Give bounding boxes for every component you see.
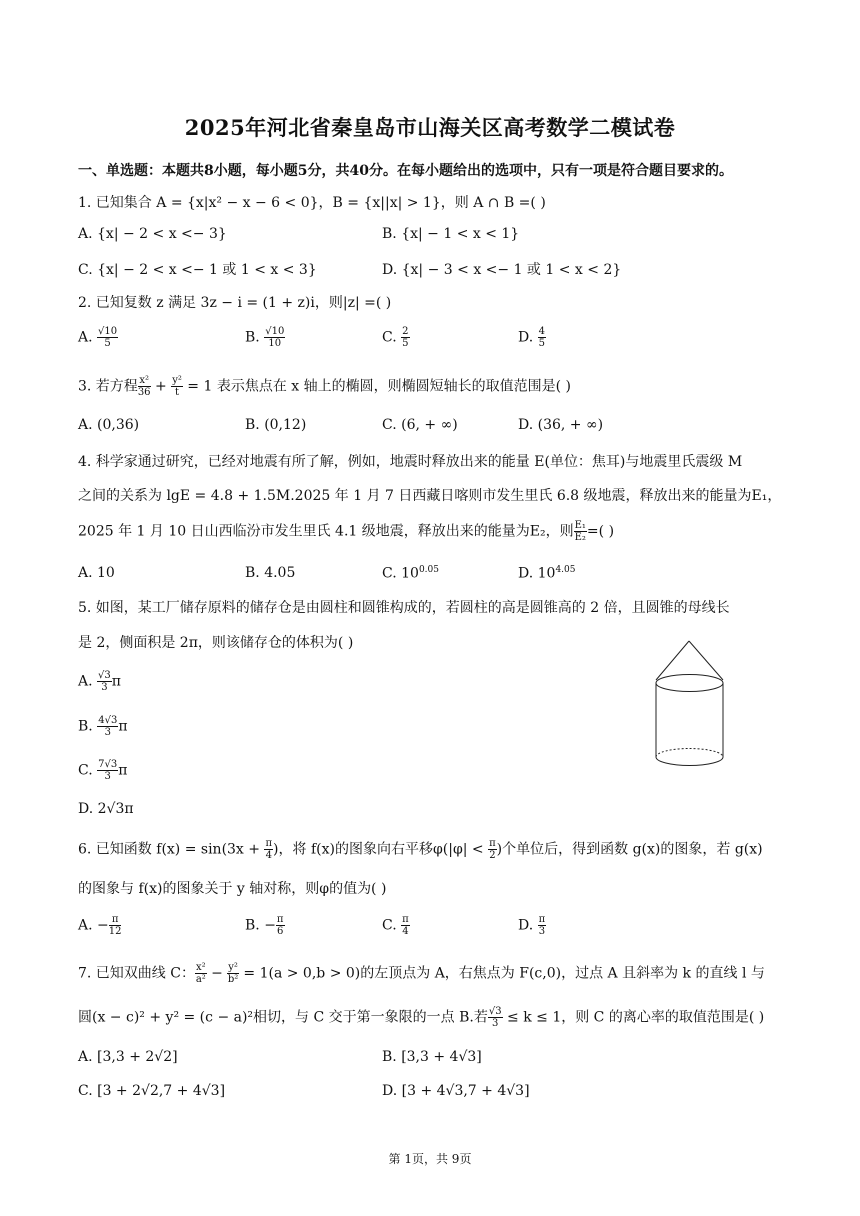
option-letter: C. <box>382 329 402 346</box>
denominator: 3 <box>101 682 108 693</box>
q1-option-a[interactable]: A. {x| − 2 < x <− 3} <box>78 226 227 242</box>
denominator: 3 <box>104 727 111 738</box>
q3-stem <box>78 375 571 398</box>
denominator: 4 <box>265 850 272 861</box>
q6-option-b[interactable] <box>245 914 285 937</box>
q3-option-a[interactable]: A. (0,36) <box>78 417 140 433</box>
numerator: 4√3 <box>98 715 118 726</box>
numerator: π <box>109 914 122 926</box>
q1-stem: 1. 已知集合 A = {x|x² − x − 6 < 0}，B = {x||x| > 1}，则 A ∩ B =( ) <box>78 195 546 211</box>
option-text: D. 10 <box>518 565 556 582</box>
denominator: 3 <box>104 771 111 782</box>
q4-line-2: 之间的关系为 lgE = 4.8 + 1.5M.2025 年 1 月 7 日西藏日喀则市发生里氏 6.8 级地震，释放出来的能量为E₁， <box>78 488 782 504</box>
q2-stem: 2. 已知复数 z 满足 3z − i = (1 + z)i，则|z| =( ) <box>78 295 392 311</box>
stem-text: 6. 已知函数 f(x) = sin(3x + <box>78 841 265 858</box>
numerator: √10 <box>265 326 285 337</box>
q4-option-c[interactable] <box>382 565 439 582</box>
stem-text: =( ) <box>586 523 615 540</box>
pi-symbol: π <box>118 762 128 779</box>
denominator: 12 <box>108 926 122 937</box>
operator: − <box>206 965 228 982</box>
exponent: 0.05 <box>418 565 439 575</box>
fraction <box>538 914 547 937</box>
fraction <box>109 914 122 937</box>
cone-cylinder-figure <box>652 640 732 775</box>
numerator: π <box>276 914 284 925</box>
section-heading: 一、单选题：本题共8小题，每小题5分，共40分。在每小题给出的选项中，只有一项是符合题目要求的。 <box>78 163 733 179</box>
q4-option-d[interactable] <box>518 565 576 582</box>
numerator: y² <box>172 375 182 386</box>
page-footer: 第 1页，共 9页 <box>388 1152 472 1166</box>
q6-option-c[interactable] <box>382 914 410 937</box>
denominator: 3 <box>538 926 546 937</box>
fraction <box>401 914 410 937</box>
q7-option-c[interactable]: C. [3 + 2√2,7 + 4√3] <box>78 1083 226 1099</box>
fraction <box>171 375 183 398</box>
q4-option-b[interactable]: B. 4.05 <box>245 565 296 581</box>
option-letter: A. <box>78 329 98 346</box>
q6-line-2: 的图象与 f(x)的图象关于 y 轴对称，则φ的值为( ) <box>78 881 387 897</box>
option-letter: B. <box>245 329 265 346</box>
page-title: 2025年河北省秦皇岛市山海关区高考数学二模试卷 <box>184 115 676 140</box>
q2-option-b[interactable] <box>245 326 285 349</box>
stem-text: 7. 已知双曲线 C： <box>78 965 195 982</box>
stem-text: 圆(x − c)² + y² = (c − a)²相切，与 C 交于第一象限的一点 B.若 <box>78 1009 488 1026</box>
pi-symbol: π <box>111 673 121 690</box>
option-letter: A. − <box>78 917 109 934</box>
numerator: x² <box>195 962 206 973</box>
q3-option-b[interactable]: B. (0,12) <box>245 417 307 433</box>
q1-option-b[interactable]: B. {x| − 1 < x < 1} <box>382 226 520 242</box>
numerator: √3 <box>488 1006 502 1017</box>
q5-option-d[interactable]: D. 2√3π <box>78 801 134 817</box>
fraction <box>488 838 497 861</box>
cylinder-bottom-front <box>656 757 723 765</box>
stem-text: ≤ k ≤ 1，则 C 的离心率的取值范围是( ) <box>502 1009 765 1026</box>
numerator: √3 <box>98 670 111 681</box>
denominator: 36 <box>137 387 151 398</box>
q5-line-1: 5. 如图，某工厂储存原料的储存仓是由圆柱和圆锥构成的，若圆柱的高是圆锥高的 2 倍，且圆锥的母线长 <box>78 600 730 616</box>
q5-option-c[interactable] <box>78 759 127 782</box>
option-letter: C. <box>382 917 402 934</box>
option-text: C. 10 <box>382 565 419 582</box>
numerator: π <box>265 838 273 849</box>
fraction <box>264 326 285 349</box>
denominator: a² <box>195 974 206 985</box>
q7-option-b[interactable]: B. [3,3 + 4√3] <box>382 1049 482 1065</box>
q4-option-a[interactable]: A. 10 <box>78 565 115 581</box>
q5-line-2: 是 2，侧面积是 2π，则该储存仓的体积为( ) <box>78 635 354 651</box>
numerator: π <box>489 838 496 849</box>
numerator: π <box>402 914 409 925</box>
q3-option-c[interactable]: C. (6, + ∞) <box>382 417 458 433</box>
denominator: 10 <box>268 338 282 349</box>
q2-option-c[interactable] <box>382 326 410 349</box>
stem-text: 3. 若方程 <box>78 378 138 395</box>
denominator: b² <box>227 974 239 985</box>
fraction <box>538 326 546 349</box>
q6-line-1 <box>78 838 763 861</box>
denominator: 5 <box>104 338 111 349</box>
stem-text: )个单位后，得到函数 g(x)的图象，若 g(x) <box>496 841 763 858</box>
option-letter: D. <box>518 917 538 934</box>
denominator: t <box>175 387 180 398</box>
option-letter: B. − <box>245 917 276 934</box>
q4-line-1: 4. 科学家通过研究，已经对地震有所了解，例如，地震时释放出来的能量 E(单位：焦耳)与地震里氏震级 M <box>78 454 743 470</box>
cylinder-bottom-back <box>656 749 723 757</box>
numerator: 4 <box>538 326 546 337</box>
fraction <box>138 375 151 398</box>
exponent: 4.05 <box>555 565 576 575</box>
numerator: x² <box>139 375 149 386</box>
q4-line-3 <box>78 520 614 543</box>
denominator: 5 <box>538 338 546 349</box>
fraction <box>276 914 285 937</box>
numerator: 2 <box>402 326 409 337</box>
q5-option-b[interactable] <box>78 715 128 738</box>
fraction <box>195 962 207 985</box>
q2-option-a[interactable] <box>78 326 118 349</box>
q7-option-a[interactable]: A. [3,3 + 2√2] <box>78 1049 178 1065</box>
stem-text: 2025 年 1 月 10 日山西临汾市发生里氏 4.1 级地震，释放出来的能量为E₂，则 <box>78 523 574 540</box>
q7-option-d[interactable]: D. [3 + 4√3,7 + 4√3] <box>382 1083 530 1099</box>
q5-option-a[interactable] <box>78 670 121 693</box>
numerator: √10 <box>98 326 118 337</box>
cylinder-top-ellipse <box>656 675 723 692</box>
option-letter: D. <box>518 329 538 346</box>
numerator: π <box>538 914 546 925</box>
q2-option-d[interactable] <box>518 326 546 349</box>
q6-option-a[interactable] <box>78 914 121 937</box>
fraction <box>401 326 409 349</box>
numerator: 7√3 <box>98 759 118 770</box>
stem-text: = 1(a > 0,b > 0)的左顶点为 A，右焦点为 F(c,0)，过点 A 且斜率为 k 的直线 l 与 <box>238 965 765 982</box>
q7-line-1 <box>78 962 765 985</box>
fraction <box>97 759 118 782</box>
q1-option-d[interactable]: D. {x| − 3 < x <− 1 或 1 < x < 2} <box>382 262 622 278</box>
fraction <box>574 520 587 543</box>
fraction <box>97 326 118 349</box>
fraction <box>97 715 118 738</box>
fraction <box>488 1006 503 1029</box>
denominator: 4 <box>402 926 409 937</box>
option-letter: B. <box>78 718 98 735</box>
pi-symbol: π <box>118 718 128 735</box>
stem-text: )，将 f(x)的图象向右平移φ(|φ| < <box>273 841 489 858</box>
q1-option-c[interactable]: C. {x| − 2 < x <− 1 或 1 < x < 3} <box>78 262 317 278</box>
fraction <box>264 838 273 861</box>
denominator: E₂ <box>574 532 586 543</box>
denominator: 3 <box>492 1018 499 1029</box>
q6-option-d[interactable] <box>518 914 546 937</box>
operator: + <box>150 378 172 395</box>
numerator: y² <box>228 962 238 973</box>
q7-line-2 <box>78 1006 764 1029</box>
fraction <box>97 670 112 693</box>
denominator: 5 <box>402 338 409 349</box>
fraction <box>227 962 239 985</box>
numerator: E₁ <box>574 520 586 531</box>
stem-text: = 1 表示焦点在 x 轴上的椭圆，则椭圆短轴长的取值范围是( ) <box>182 378 572 395</box>
denominator: 2 <box>489 850 496 861</box>
denominator: 6 <box>277 926 284 937</box>
q3-option-d[interactable]: D. (36, + ∞) <box>518 417 604 433</box>
option-letter: C. <box>78 762 98 779</box>
option-letter: A. <box>78 673 98 690</box>
